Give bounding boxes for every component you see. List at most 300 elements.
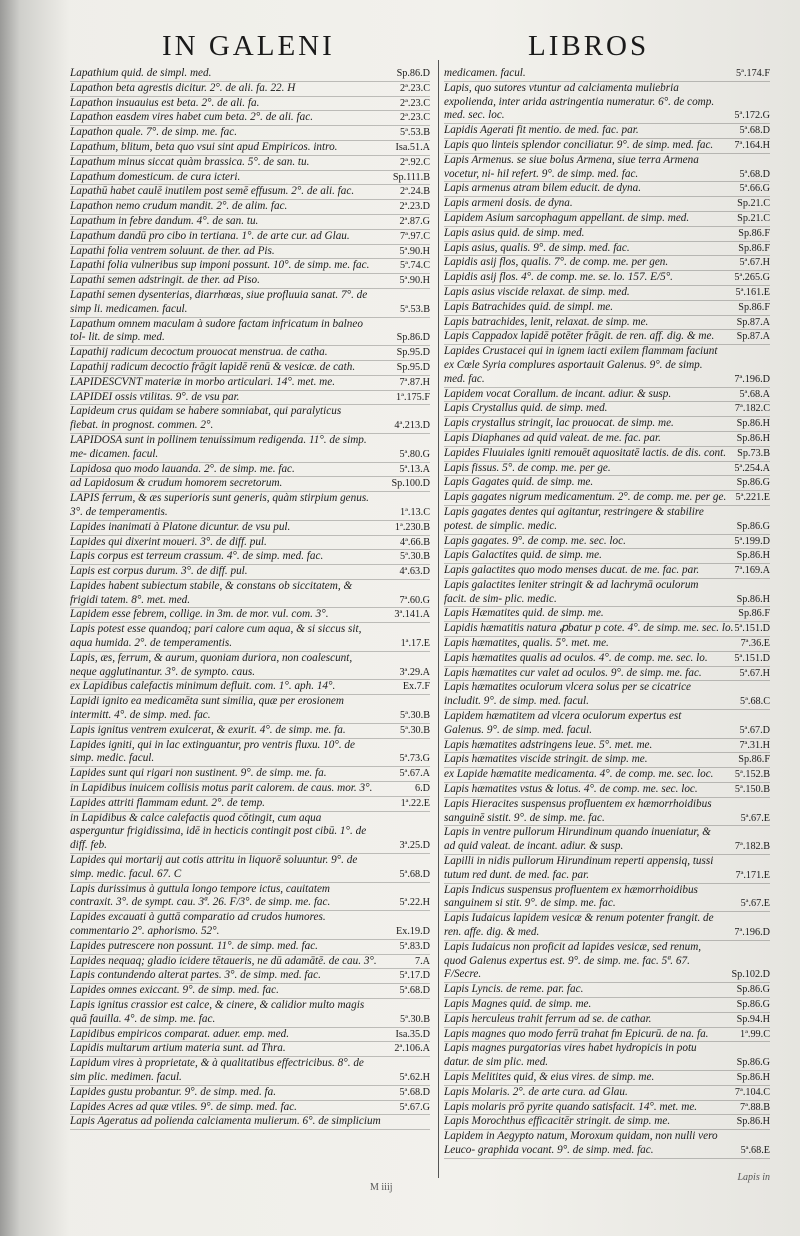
entry-text: Lapis ignitus ventrem exulcerat, & exurit. 4°. de simp. me. fa.: [70, 723, 346, 736]
entry-text: Lapis Lyncis. de reme. par. fac.: [444, 983, 584, 996]
entry-reference: 2ª.23.C: [400, 112, 430, 124]
index-entry: [70, 185, 430, 200]
entry-reference: Sp.86.H: [736, 593, 770, 605]
entry-reference: 5ª.68.C: [740, 696, 770, 708]
entry-reference: Sp.86.F: [738, 242, 770, 254]
entry-reference: 7ª.87.H: [399, 376, 430, 388]
index-entry: [70, 111, 430, 126]
entry-reference: Sp.87.A: [736, 316, 770, 328]
entry-reference: 1ª.99.C: [740, 1028, 770, 1040]
entry-reference: 1ª.175.F: [396, 391, 430, 403]
entry-text: Lapides excauati à guttā comparatio ad crudos humores. commentario 2°. aphorismo. 52°.: [70, 911, 326, 938]
index-entry: [70, 724, 430, 739]
index-entry: [70, 289, 430, 318]
entry-text: Lapides Acres ad quæ vtiles. 9°. de simp. med. fac.: [70, 1100, 297, 1113]
entry-text: Lapis, quo sutores vtuntur ad calciamenta muliebria expolienda, inter arida astringentia numeratur. 6°. de comp. med. sec. loc.: [444, 81, 715, 122]
entry-reference: Ex.7.F: [402, 681, 430, 693]
index-entry: [444, 1130, 770, 1159]
entry-reference: 5ª.22.H: [399, 897, 430, 909]
entry-text: Lapis hæmatites vstus & lotus. 4°. de comp. me. sec. loc.: [444, 783, 698, 796]
entry-text: Lapidem esse febrem, collige. in 3m. de mor. vul. com. 3°.: [70, 608, 329, 621]
entry-text: Lapis herculeus trahit ferrum ad se. de cathar.: [444, 1012, 652, 1025]
entry-text: LAPIDESCVNT materiæ in morbo articulari. 14°. met. me.: [70, 375, 335, 388]
entry-text: Lapis hæmatites, qualis. 5°. met. me.: [444, 637, 609, 650]
entry-reference: 5ª.67.G: [399, 1101, 430, 1113]
index-entry: [70, 141, 430, 156]
entry-text: LAPIS ferrum, & æs superioris sunt generis, quàm stirpium genus. 3°. de temperamentis.: [70, 492, 369, 518]
index-entry: [444, 710, 770, 739]
index-entry: [444, 783, 770, 798]
index-entry: [444, 579, 770, 608]
index-entry: [70, 1115, 430, 1130]
entry-text: Lapis in ventre pullorum Hirundinum quando inueniatur, & ad quid valeat. de incant. adiur. & susp.: [444, 826, 711, 853]
entry-reference: 1ª.22.E: [400, 797, 430, 809]
index-entry: [444, 564, 770, 579]
index-entry: [444, 462, 770, 477]
index-entry: [444, 256, 770, 271]
right-index-column: [444, 67, 770, 1159]
entry-text: Lapis fissus. 5°. de comp. me. per ge.: [444, 461, 611, 474]
entry-text: Lapides habent subiectum stabile, & constans ob siccitatem, & frigidi tatem. 8°. met. med.: [70, 579, 353, 606]
entry-text: Lapilli in nidis pullorum Hirundinum reperti appensiq, tussi tutum red dunt. de med. fac. par.: [444, 855, 714, 881]
entry-reference: 5ª.30.B: [400, 710, 430, 722]
index-entry: [444, 622, 770, 637]
entry-reference: 5ª.68.D: [739, 168, 770, 180]
index-entry: [444, 345, 770, 387]
entry-reference: Sp.86.H: [736, 1071, 770, 1083]
entry-text: Lapis gagates nigrum medicamentum. 2°. de comp. me. per ge.: [444, 491, 727, 504]
entry-text: Lapides attriti flammam edunt. 2°. de temp.: [70, 796, 265, 809]
entry-text: Lapathium quid. de simpl. med.: [70, 67, 212, 79]
entry-text: Lapis gagates. 9°. de comp. me. sec. loc.: [444, 534, 626, 547]
index-entry: [70, 608, 430, 623]
index-entry: [70, 911, 430, 940]
index-entry: [70, 405, 430, 434]
entry-reference: 3ª.29.A: [399, 666, 430, 678]
entry-reference: 5ª.67.E: [740, 812, 770, 824]
entry-reference: Sp.86.H: [736, 550, 770, 562]
entry-text: LAPIDEI ossis vtilitas. 9°. de vsu par.: [70, 390, 240, 403]
entry-reference: 3ª.141.A: [394, 609, 430, 621]
index-entry: [444, 998, 770, 1013]
index-entry: [70, 797, 430, 812]
header-right-title: LIBROS: [528, 30, 650, 62]
entry-text: Lapathij radicum decoctio frāgit lapidē renū & vesicæ. de cath.: [70, 360, 356, 373]
entry-reference: 5ª.150.B: [734, 784, 770, 796]
entry-reference: Sp.100.D: [391, 478, 430, 490]
entry-text: Lapathum, blitum, beta quo vsui sint apud Empiricos. intro.: [70, 140, 338, 153]
index-entry: [70, 1057, 430, 1086]
entry-reference: 7ª.104.C: [734, 1086, 770, 1098]
entry-reference: 2ª.23.D: [399, 201, 430, 213]
entry-text: ex Lapide hæmatite medicamenta. 4°. de comp. me. sec. loc.: [444, 768, 714, 781]
entry-text: Lapidis asij flos. 4°. de comp. me. se. lo. 157. E/5°.: [444, 271, 673, 284]
entry-text: Lapides putrescere non possunt. 11°. de simp. med. fac.: [70, 939, 318, 952]
entry-text: Lapis hæmatites viscide stringit. de simp. me.: [444, 753, 648, 766]
entry-reference: Sp.86.H: [736, 418, 770, 430]
entry-text: Lapis galactites leniter stringit & ad lachrymā oculorum facit. de sim- plic. medic.: [444, 578, 699, 605]
entry-text: Lapis galactites quo modo menses ducat. de me. fac. par.: [444, 564, 700, 577]
entry-text: Lapidis asij flos, qualis. 7°. de comp. me. per gen.: [444, 256, 669, 269]
index-entry: [70, 156, 430, 171]
entry-text: Lapides nequaq; gladio icidere tētaueris, ne dū adamātē. de cau. 3°.: [70, 954, 377, 967]
entry-reference: 5ª.265.G: [734, 272, 770, 284]
entry-reference: Sp.86.G: [736, 984, 770, 996]
index-entry: [70, 215, 430, 230]
index-entry: [70, 767, 430, 782]
entry-reference: Sp.73.B: [737, 447, 770, 459]
index-entry: [70, 376, 430, 391]
entry-reference: Ex.19.D: [396, 926, 430, 938]
entry-reference: 5ª.68.D: [399, 1086, 430, 1098]
entry-reference: 5ª.66.G: [739, 183, 770, 195]
entry-text: Lapis Cappadox lapidē potēter frāgit. de ren. aff. dig. & me.: [444, 330, 715, 343]
entry-text: Lapis Batrachides quid. de simpl. me.: [444, 300, 614, 313]
index-entry: [444, 286, 770, 301]
index-entry: [444, 884, 770, 913]
entry-text: Lapathi folia vulneribus sup imponi possunt. 10°. de simp. me. fac.: [70, 259, 370, 272]
entry-text: LAPIDOSA sunt in pollinem tenuissimum redigenda. 11°. de simp. me- dicamen. facul.: [70, 433, 367, 460]
entry-text: Lapidi ignito ea medicamēta sunt similia, quæ per erosionem intermitt. 4°. de simp. med. fac.: [70, 695, 344, 722]
entry-text: Lapides Fluuiales igniti remouēt aquositatē lactis. de dis. cont.: [444, 446, 727, 459]
entry-text: Lapis magnes quo modo ferrū trahat fm Epicurū. de na. fa.: [444, 1027, 709, 1040]
entry-reference: 7ª.182.B: [734, 841, 770, 853]
entry-reference: 7ª.31.H: [739, 739, 770, 751]
entry-text: Lapis asius viscide relaxat. de simp. med.: [444, 285, 630, 298]
entry-reference: 5ª.90.H: [399, 245, 430, 257]
entry-text: Lapis contundendo alterat partes. 3°. de simp. med. fac.: [70, 969, 321, 982]
entry-reference: 1ª.17.E: [400, 638, 430, 650]
index-entry: [70, 854, 430, 883]
index-entry: [444, 549, 770, 564]
index-entry: [70, 680, 430, 695]
index-entry: [70, 955, 430, 970]
entry-text: Lapathū habet caulē inutilem post semē effusum. 2°. de ali. fac.: [70, 185, 355, 198]
entry-text: Lapis molaris prō pyrite quando satisfacit. 14°. met. me.: [444, 1100, 698, 1113]
index-entry: [444, 506, 770, 535]
column-divider: [438, 60, 439, 1178]
entry-reference: Sp.86.H: [736, 432, 770, 444]
entry-reference: 5ª.17.D: [399, 970, 430, 982]
index-entry: [70, 739, 430, 768]
index-entry: [444, 417, 770, 432]
index-entry: [70, 171, 430, 186]
entry-text: Lapidem hæmatitem ad vlcera oculorum expertus est Galenus. 9°. de simp. med. facul.: [444, 710, 682, 736]
entry-reference: 5ª.53.B: [400, 303, 430, 315]
index-entry: [70, 361, 430, 376]
entry-text: Lapis Morochthus efficacitēr stringit. de simp. me.: [444, 1115, 671, 1128]
index-entry: [70, 1101, 430, 1116]
entry-text: Lapis Iudaicus lapidem vesicæ & renum potenter frangit. de ren. affe. dig. & med.: [444, 912, 714, 939]
index-entry: [444, 197, 770, 212]
entry-text: Lapides sunt qui rigari non sustinent. 9°. de simp. me. fa.: [70, 767, 327, 780]
index-entry: [444, 67, 770, 82]
entry-text: medicamen. facul.: [444, 67, 526, 79]
index-entry: [70, 652, 430, 681]
index-entry: [70, 1028, 430, 1043]
entry-reference: 2ª.23.C: [400, 82, 430, 94]
entry-reference: 5ª.74.C: [400, 260, 430, 272]
entry-text: Lapis Hæmatites quid. de simp. me.: [444, 607, 604, 620]
entry-reference: Sp.86.D: [396, 332, 430, 344]
index-entry: [444, 753, 770, 768]
index-entry: [444, 388, 770, 403]
index-entry: [70, 782, 430, 797]
index-entry: [444, 1013, 770, 1028]
entry-reference: 5ª.90.H: [399, 275, 430, 287]
index-entry: [70, 536, 430, 551]
index-entry: [444, 607, 770, 622]
entry-reference: 5ª.254.A: [734, 462, 770, 474]
index-entry: [70, 391, 430, 406]
entry-text: Lapis armeni dosis. de dyna.: [444, 197, 573, 210]
entry-text: Lapideum crus quidam se habere somniabat, qui paralyticus fiebat. in prognost. commen. 2°.: [70, 405, 342, 432]
entry-text: Lapis ignitus crassior est calce, & cinere, & calidior multo magis quā fauilla. 4°. de simp. me. fac.: [70, 999, 365, 1025]
index-entry: [444, 139, 770, 154]
binding-gutter: [0, 0, 70, 1236]
entry-reference: Sp.102.D: [731, 969, 770, 981]
index-entry: [70, 259, 430, 274]
entry-reference: Sp.86.G: [736, 1057, 770, 1069]
entry-reference: Sp.21.C: [737, 212, 770, 224]
entry-text: Lapis Hieracites suspensus profluentem ex hæmorrhoidibus sanguinē sistit. 9°. de simp. me. fac.: [444, 797, 712, 824]
entry-reference: 5ª.68.A: [739, 388, 770, 400]
entry-reference: 5ª.152.B: [734, 769, 770, 781]
entry-reference: 2ª.92.C: [400, 156, 430, 168]
entry-text: Lapidem vocat Corallum. de incant. adiur. & susp.: [444, 387, 672, 400]
header-left-title: IN GALENI: [162, 30, 335, 62]
entry-reference: 5ª.62.H: [399, 1071, 430, 1083]
entry-reference: Sp.86.F: [738, 608, 770, 620]
index-entry: [444, 637, 770, 652]
entry-text: Lapis hæmatites oculorum vlcera solus per se cicatrice includit. 9°. de simp. med. facul.: [444, 681, 692, 708]
catchword: Lapis in: [737, 1172, 770, 1183]
entry-text: Lapis asius quid. de simp. med.: [444, 226, 585, 239]
index-entry: [444, 316, 770, 331]
entry-text: Lapides igniti, qui in lac extinguantur, pro ventris fluxu. 10°. de simp. medic. facul.: [70, 738, 355, 765]
index-entry: [70, 346, 430, 361]
entry-text: Lapidosa quo modo lauanda. 2°. de simp. me. fac.: [70, 462, 295, 475]
entry-reference: 2ª.24.B: [400, 186, 430, 198]
entry-reference: 5ª.68.E: [740, 1144, 770, 1156]
entry-reference: 1ª.13.C: [400, 506, 430, 518]
entry-text: Lapides qui dixerint moueri. 3°. de diff. pul.: [70, 535, 267, 548]
index-entry: [444, 301, 770, 316]
index-entry: [70, 463, 430, 478]
index-entry: [444, 227, 770, 242]
entry-text: Lapidis multarum artium materia sunt. ad Thra.: [70, 1042, 286, 1055]
entry-reference: 7ª.88.B: [740, 1101, 770, 1113]
entry-reference: 2ª.106.A: [394, 1043, 430, 1055]
entry-reference: Sp.95.D: [396, 347, 430, 359]
entry-reference: 4ª.63.D: [399, 566, 430, 578]
index-entry: [70, 82, 430, 97]
entry-reference: 4ª.213.D: [394, 420, 430, 432]
entry-text: Lapis armenus atram bilem educit. de dyna.: [444, 182, 642, 195]
entry-reference: 4ª.66.B: [400, 536, 430, 548]
index-entry: [444, 826, 770, 855]
entry-text: Lapathon beta agrestis dicitur. 2°. de ali. fa. 22. H: [70, 81, 296, 94]
entry-text: Lapis Ageratus ad polienda calciamenta mulierum. 6°. de simplicium: [70, 1115, 381, 1128]
entry-reference: 5ª.151.D: [734, 623, 770, 635]
entry-reference: Sp.87.A: [736, 331, 770, 343]
entry-text: Lapides Crustacei qui in ignem iacti exilem flammam faciunt ex Cœle Syria complures asportauit Galenus. 9°. de simp. med. fac.: [444, 345, 718, 385]
entry-text: Lapis Diaphanes ad quid valeat. de me. fac. par.: [444, 431, 661, 444]
entry-text: Lapathon easdem vires habet cum beta. 2°. de ali. fac.: [70, 111, 313, 124]
index-entry: [444, 912, 770, 941]
index-entry: [70, 318, 430, 347]
entry-text: Lapathum omnem maculam à sudore factam infricatum in balneo tol- lit. de simp. med.: [70, 317, 363, 344]
entry-reference: 5ª.83.D: [399, 940, 430, 952]
index-entry: [444, 1101, 770, 1116]
entry-reference: 5ª.13.A: [399, 463, 430, 475]
index-entry: [444, 855, 770, 884]
entry-reference: 7ª.164.H: [734, 139, 770, 151]
entry-reference: 5ª.221.E: [735, 492, 770, 504]
entry-text: Lapis Armenus. se siue bolus Armena, siue terra Armena vocetur, ni- hil refert. 9°. de simp. med. fac.: [444, 153, 699, 180]
entry-text: Lapis durissimus à guttula longo tempore ictus, cauitatem contraxit. 3°. de sympt. cau. 3ª. 26. F/3°. de simp. me. fac.: [70, 882, 331, 909]
entry-reference: 2ª.23.C: [400, 97, 430, 109]
entry-text: Lapidem in Aegypto natum, Moroxum quidam, non nulli vero Leuco- graphida vocant. 9°. de simp. med. fac.: [444, 1130, 718, 1156]
entry-text: Lapides gustu probantur. 9°. de simp. med. fa.: [70, 1085, 277, 1098]
index-entry: [444, 432, 770, 447]
entry-reference: Sp.94.H: [736, 1013, 770, 1025]
entry-reference: Sp.111.B: [392, 171, 430, 183]
index-entry: [444, 271, 770, 286]
entry-reference: Isa.35.D: [395, 1028, 430, 1040]
entry-reference: 5ª.68.D: [399, 868, 430, 880]
entry-reference: 5ª.67.D: [739, 724, 770, 736]
index-entry: [444, 491, 770, 506]
entry-text: Lapis Galactites quid. de simp. me.: [444, 549, 602, 562]
entry-reference: 7ª.169.A: [734, 565, 770, 577]
entry-reference: Sp.86.H: [736, 1116, 770, 1128]
entry-reference: 5ª.161.E: [735, 286, 770, 298]
entry-text: Lapides qui mortarij aut cotis attritu in liquorē soluuntur. 9°. de simp. medic. facul. 67. C: [70, 854, 358, 880]
index-entry: [70, 245, 430, 260]
index-entry: [70, 274, 430, 289]
index-entry: [70, 492, 430, 521]
entry-reference: 5ª.30.B: [400, 1013, 430, 1025]
entry-reference: 5ª.73.G: [399, 753, 430, 765]
entry-text: Lapis hæmatites adstringens leue. 5°. met. me.: [444, 738, 653, 751]
entry-reference: Sp.86.F: [738, 301, 770, 313]
entry-text: Lapis quo linteis splendor conciliatur. 9°. de simp. med. fac.: [444, 138, 714, 151]
entry-reference: 5ª.30.B: [400, 724, 430, 736]
entry-reference: 7ª.196.D: [734, 373, 770, 385]
index-entry: [70, 883, 430, 912]
entry-text: Lapis potest esse quandoq; pari calore cum aqua, & si siccus sit, aqua humida. 2°. de temperamentis.: [70, 623, 362, 650]
index-entry: [70, 940, 430, 955]
entry-text: Lapathum domesticum. de cura icteri.: [70, 170, 241, 183]
entry-text: Lapis hæmatites qualis ad oculos. 4°. de comp. me. sec. lo.: [444, 651, 708, 664]
entry-text: Lapathum in febre dandum. 4°. de san. tu.: [70, 214, 259, 227]
entry-text: Lapidem Asium sarcophagum appellant. de simp. med.: [444, 211, 690, 224]
entry-text: Lapis magnes purgatorias vires habet hydropicis in potu datur. de sim plic. med.: [444, 1042, 697, 1069]
index-entry: [70, 434, 430, 463]
entry-text: Lapis corpus est terreum crassum. 4°. de simp. med. fac.: [70, 550, 324, 563]
entry-reference: Isa.51.A: [395, 141, 430, 153]
index-entry: [444, 667, 770, 682]
entry-text: Lapidis hæmatitis natura ꝓbatur p cote. 4°. de simp. me. sec. lo.: [444, 622, 734, 635]
entry-text: Lapathi semen adstringit. de ther. ad Piso.: [70, 274, 260, 287]
entry-text: Lapis est corpus durum. 3°. de diff. pul.: [70, 565, 248, 578]
entry-reference: 6.D: [415, 783, 430, 795]
entry-text: Lapis Crystallus quid. de simp. med.: [444, 402, 608, 415]
page-footer: [70, 1172, 770, 1198]
index-entry: [70, 477, 430, 492]
entry-text: Lapis Melitites quid, & eius vires. de simp. me.: [444, 1070, 655, 1083]
entry-text: Lapis batrachides, lenit, relaxat. de simp. me.: [444, 315, 649, 328]
entry-text: Lapides inanimati à Platone dicuntur. de vsu pul.: [70, 520, 291, 533]
entry-text: Lapidibus empiricos comparat. aduer. emp. med.: [70, 1027, 290, 1040]
entry-reference: 5ª.67.E: [740, 898, 770, 910]
entry-reference: Sp.21.C: [737, 198, 770, 210]
index-entry: [70, 969, 430, 984]
entry-text: Lapathon insuauius est beta. 2°. de ali. fa.: [70, 96, 260, 109]
entry-reference: Sp.86.G: [736, 999, 770, 1010]
entry-text: Lapathij radicum decoctum prouocat menstrua. de catha.: [70, 346, 328, 359]
entry-text: Lapis hæmatites cur valet ad oculos. 9°. de simp. me. fac.: [444, 666, 702, 679]
index-entry: [444, 941, 770, 983]
entry-reference: 5ª.151.D: [734, 652, 770, 664]
entry-reference: 5ª.67.H: [739, 257, 770, 269]
index-entry: [444, 1028, 770, 1043]
entry-reference: Sp.95.D: [396, 361, 430, 373]
left-index-column: [70, 67, 430, 1130]
entry-reference: 5ª.67.H: [739, 667, 770, 679]
entry-reference: 7ª.182.C: [734, 403, 770, 415]
entry-text: Lapidum vires à proprietate, & à qualitatibus effectricibus. 8°. de sim plic. medimen. facul.: [70, 1057, 364, 1083]
entry-text: Lapis Indicus suspensus profluentem ex hæmorrhoidibus sanguinem si stit. 9°. de simp. me. fac.: [444, 883, 698, 910]
entry-text: Lapathi folia ventrem soluunt. de ther. ad Pis.: [70, 244, 275, 257]
signature-mark: M iiij: [370, 1182, 393, 1193]
index-entry: [444, 798, 770, 827]
entry-text: Lapis crystallus stringit, lac prouocat. de simp. me.: [444, 417, 674, 430]
entry-reference: 1ª.230.B: [394, 521, 430, 533]
index-entry: [444, 1042, 770, 1071]
entry-reference: 5ª.30.B: [400, 551, 430, 563]
entry-text: Lapathon nemo crudum mandit. 2°. de alim. fac.: [70, 200, 288, 213]
entry-text: Lapidis Agerati fit mentio. de med. fac. par.: [444, 124, 639, 137]
index-entry: [70, 200, 430, 215]
index-entry: [444, 983, 770, 998]
entry-reference: 5ª.80.G: [399, 448, 430, 460]
index-entry: [444, 154, 770, 183]
entry-text: Lapathi semen dysenterias, diarrhœas, siue profluuia sanat. 7°. de simp li. medicamen. facul.: [70, 288, 368, 315]
entry-text: ex Lapidibus calefactis minimum defluit. com. 1°. aph. 14°.: [70, 680, 336, 693]
entry-reference: 5ª.199.D: [734, 535, 770, 547]
index-entry: [444, 476, 770, 491]
index-entry: [444, 1071, 770, 1086]
index-entry: [70, 999, 430, 1028]
entry-reference: 7.A: [415, 955, 430, 967]
index-entry: [444, 402, 770, 417]
entry-reference: Sp.86.F: [738, 754, 770, 766]
entry-reference: 2ª.87.G: [399, 215, 430, 227]
index-entry: [444, 1115, 770, 1130]
index-entry: [70, 984, 430, 999]
entry-text: Lapis Molaris. 2°. de arte cura. ad Glau.: [444, 1085, 628, 1098]
index-entry: [70, 230, 430, 245]
entry-reference: 5ª.172.G: [734, 110, 770, 122]
entry-reference: Sp.86.D: [396, 68, 430, 79]
entry-text: Lapis Gagates quid. de simp. me.: [444, 476, 594, 489]
entry-text: Lapides omnes exiccant. 9°. de simp. med. fac.: [70, 984, 279, 997]
index-entry: [444, 124, 770, 139]
entry-reference: 3ª.25.D: [399, 840, 430, 852]
entry-text: in Lapidibus & calce calefactis quod cōtingit, cum aqua asperguntur frigidissima, idē in hecticis contingit post cibū. 1°. de diff. feb.: [70, 811, 367, 852]
